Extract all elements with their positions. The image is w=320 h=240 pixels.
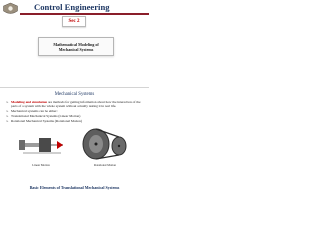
bullet-strong: Modeling and simulation [11, 100, 48, 104]
university-logo [2, 2, 19, 16]
section-heading: Basic Elements of Translational Mechanical Systems [29, 185, 120, 190]
topic-box [38, 37, 114, 56]
caption-rotational: Rotational Motion [93, 163, 117, 167]
bullet-item [6, 109, 145, 113]
bullet-text: Translational Mechanical Systems (Linear Motion) [11, 113, 81, 118]
bullet-item [6, 119, 145, 123]
bullet-text: Rotational Mechanical Systems (Rotational Motion) [11, 118, 83, 123]
bullet-text: Mechanical systems can be either: [11, 109, 58, 113]
caption-linear: Linear Motion [32, 163, 50, 167]
slide-title: Mechanical Systems [54, 92, 95, 97]
content-slide [0, 87, 149, 199]
bullet-list [6, 100, 145, 123]
linear-motion-figure [17, 128, 65, 160]
rotational-motion-figure [79, 126, 131, 162]
bullet-item [6, 100, 145, 108]
course-title: Control Engineering [34, 2, 110, 12]
bullet-text: are methods for getting information about how the interaction of the parts of a system with the whole system without actually testing it in real life. [11, 100, 141, 109]
bullet-item [6, 114, 145, 118]
section-badge: Sec 2 [62, 16, 86, 27]
topic-line-1: Mathematical Modeling of [53, 41, 99, 47]
topic-line-2: Mechanical Systems [58, 46, 94, 52]
header-divider [20, 13, 149, 15]
title-slide [0, 0, 149, 80]
